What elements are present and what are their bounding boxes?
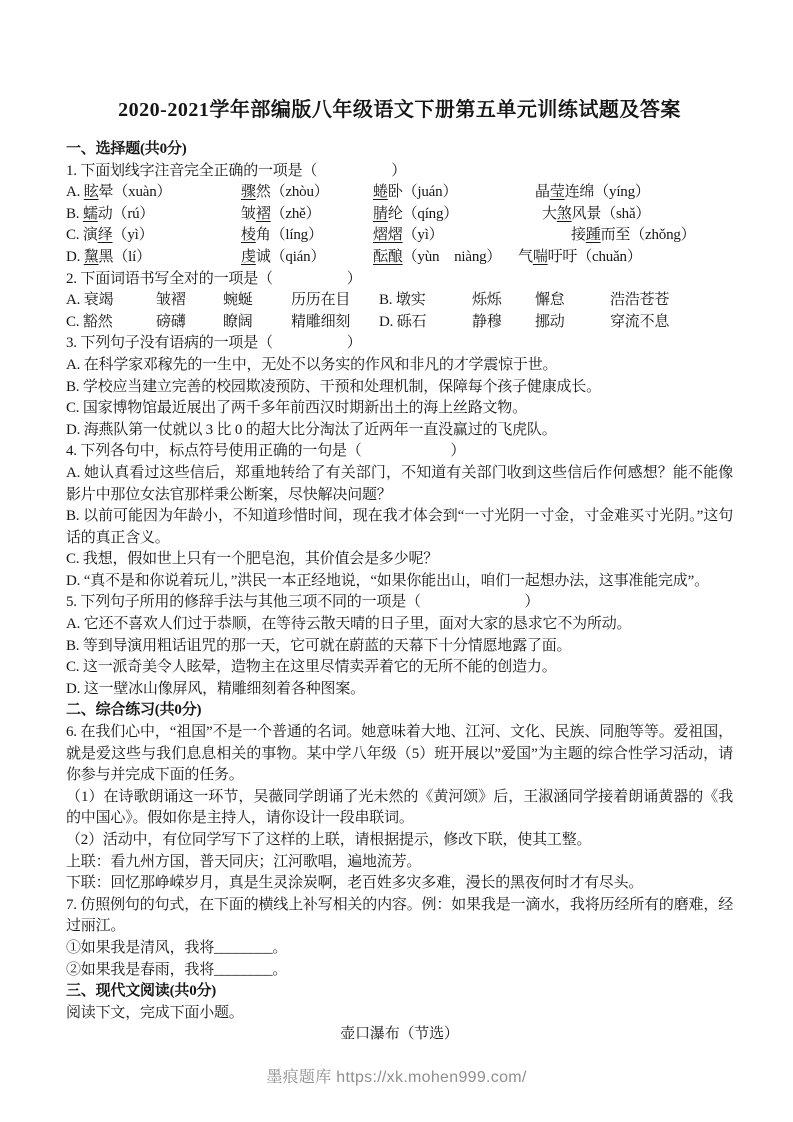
q5-stem: 5. 下列句子所用的修辞手法与其他三项不同的一项是（ ） <box>66 594 540 611</box>
text-segment: C. 演 <box>66 227 98 244</box>
passage-title: 壶口瀑布（节选） <box>340 1026 459 1043</box>
text-segment: （yì） <box>402 227 444 244</box>
text-segment: 吁吁（chuǎn） <box>547 248 642 265</box>
text-segment: 然（zhòu） <box>255 184 329 201</box>
text-segment: 晶 <box>535 184 550 201</box>
text-segment: 晕（xuàn） <box>98 184 172 201</box>
text-segment: 卧（juán） <box>387 184 458 201</box>
q2-word: 磅礴 <box>156 313 186 330</box>
page-title: 2020-2021学年部编版八年级语文下册第五单元训练试题及答案 <box>118 99 681 121</box>
q5-option-d: D. 这一壁冰山像屏风，精雕细刻着各种图案。 <box>66 680 365 697</box>
q2-word: 静穆 <box>472 313 502 330</box>
q3-option-c: C. 国家博物馆最近展出了两千多年前西汉时期新出土的海上丝路文物。 <box>66 400 527 417</box>
q1-b-word-2 <box>241 204 373 226</box>
underlined-char: 蜷 <box>373 184 388 201</box>
underlined-char: 腈 <box>373 205 388 222</box>
q1-a-word-4 <box>535 182 650 204</box>
q1-d-word-2 <box>241 247 373 269</box>
underlined-char: 莹 <box>549 184 565 201</box>
q6-task-1: （1）在诗歌朗诵这一环节，吴薇同学朗诵了光未然的《黄河颂》后，王淑涵同学接着朗诵黄器的《我的中国心》。假如你是主持人，请你设计一段串联词。 <box>66 788 733 827</box>
underlined-char: 眩 <box>83 184 99 201</box>
q2-word: A. 衰竭 <box>66 292 114 309</box>
q1-b-word-4 <box>542 204 650 226</box>
q2-option-row-bd <box>66 312 733 334</box>
underlined-char: 褶 <box>255 205 271 222</box>
q1-d-word-3 <box>373 247 518 269</box>
q2-word: 精雕细刻 <box>291 313 351 330</box>
q3-option-a: A. 在科学家邓稼先的一生中，无处不以务实的作风和非凡的才学震惊于世。 <box>66 356 558 373</box>
q1-b-word-1 <box>66 204 241 226</box>
text-segment: （yì） <box>112 227 154 244</box>
q6-second-couplet-line: 下联：回忆那峥嵘岁月，真是生灵涂炭啊，老百姓多灾多难，漫长的黑夜何时才有尽头。 <box>66 875 644 892</box>
q2-word: B. 墩实 <box>379 292 426 309</box>
q2-word: 懈怠 <box>535 292 565 309</box>
text-segment: 黑（lí） <box>98 248 151 265</box>
q4-stem: 4. 下列各句中，标点符号使用正确的一句是（ ） <box>66 443 466 460</box>
q1-c-word-4 <box>571 225 695 247</box>
q2-word: 皱褶 <box>156 292 186 309</box>
q1-d-word-4 <box>518 247 642 269</box>
section-heading-comprehensive: 二、综合练习(共0分) <box>66 702 202 719</box>
text-segment: 连绵（yíng） <box>564 184 650 201</box>
q4-option-a: A. 她认真看过这些信后，郑重地转给了有关部门，不知道有关部门收到这些信后作何感想？能不能像影片中那位女法官那样秉公断案，尽快解决问题？ <box>66 464 733 503</box>
underlined-char: 熠熠 <box>373 227 403 244</box>
underlined-char: 踵 <box>585 227 601 244</box>
q5-option-c: C. 这一派奇美令人眩晕，造物主在这里尽情卖弄着它的无所不能的创造力。 <box>66 659 557 676</box>
q2-word: 蜿蜒 <box>223 292 253 309</box>
q1-c-word-3 <box>373 225 571 247</box>
q6-first-couplet-line: 上联：看九州方国，普天同庆；江河歌唱，遍地流芳。 <box>66 853 422 870</box>
text-segment: （yùn niàng） <box>402 248 502 265</box>
q6-task-2: （2）活动中，有位同学写下了这样的上联，请根据提示，修改下联，使其工整。 <box>66 832 592 848</box>
q4-option-b: B. 以前可能因为年龄小，不知道珍惜时间，现在我才体会到“一寸光阴一寸金，寸金难买寸光阴。”这句话的真正含义。 <box>66 508 733 546</box>
text-segment: 接 <box>571 227 586 244</box>
q1-a-word-2 <box>241 182 373 204</box>
q5-option-b: B. 等到导演用粗话诅咒的那一天，它可就在蔚蓝的天幕下十分情愿地露了面。 <box>66 637 572 654</box>
text-segment: 气 <box>518 248 533 265</box>
q1-stem: 1. 下面划线字注音完全正确的一项是（ ） <box>66 162 407 179</box>
text-segment: 风景（shǎ） <box>571 205 651 222</box>
q2-word: 穿流不息 <box>610 313 670 330</box>
q1-c-word-2 <box>241 225 373 247</box>
q4-option-d: D. “真不是和你说着玩儿，”洪民一本正经地说，“如果你能出山，咱们一起想办法，这事准能完成”。 <box>66 572 709 589</box>
q1-option-row-a <box>66 182 733 204</box>
underlined-char: 棱 <box>241 227 256 244</box>
q6-paragraph: 6. 在我们心中，“祖国”不是一个普通的名词。她意味着大地、江河、文化、民族、同胞等等。爱祖国，就是爱这些与我们息息相关的事物。某中学八年级（5）班开展以”爱国”为主题的综合性学习活动，请你参与并完成下面的任务。 <box>66 724 733 784</box>
q3-option-d: D. 海燕队第一仗就以 3 比 0 的超大比分淘汰了近两年一直没赢过的飞虎队。 <box>66 421 557 438</box>
q1-option-row-d <box>66 247 733 269</box>
q1-a-word-3 <box>373 182 535 204</box>
q3-option-b: B. 学校应当建立完善的校园欺凌预防、干预和处理机制，保障每个孩子健康成长。 <box>66 378 601 395</box>
underlined-char: 黧 <box>83 248 99 265</box>
text-segment: 大 <box>542 205 557 222</box>
text-segment: 而至（zhǒng） <box>600 227 696 244</box>
q2-word: D. 砾石 <box>379 313 427 330</box>
text-segment: 皱 <box>241 205 256 222</box>
underlined-char: 蠕 <box>82 205 98 222</box>
text-segment: 角（líng） <box>255 227 323 244</box>
q7-blank-2: ②如果我是春雨，我将________。 <box>66 961 288 978</box>
q3-stem: 3. 下列句子没有语病的一项是（ ） <box>66 335 362 352</box>
q2-option-row-ac <box>66 290 733 312</box>
text-segment: 诚（qián） <box>255 248 326 265</box>
q1-d-word-1 <box>66 247 241 269</box>
q7-blank-1: ①如果我是清风，我将________。 <box>66 939 288 956</box>
q1-option-row-b <box>66 204 733 226</box>
q2-word: 瞭阔 <box>223 313 253 330</box>
text-segment: A. <box>66 184 84 201</box>
underlined-char: 酝酿 <box>373 248 403 265</box>
q2-word: C. 豁然 <box>66 313 113 330</box>
q1-a-word-1 <box>66 182 241 204</box>
section-heading-reading: 三、现代文阅读(共0分) <box>66 983 217 1000</box>
reading-instruction: 阅读下文，完成下面小题。 <box>66 1004 244 1021</box>
q7-paragraph: 7. 仿照例句的句式，在下面的横线上补写相关的内容。例：如果我是一滴水，我将历经所有的磨难，经过丽江。 <box>66 896 733 935</box>
text-segment: B. <box>66 205 83 222</box>
q1-b-word-3 <box>373 204 542 226</box>
text-segment: 动（rú） <box>97 205 155 222</box>
q2-word: 烁烁 <box>472 292 502 309</box>
q1-option-row-c <box>66 225 733 247</box>
underlined-char: 煞 <box>556 205 572 222</box>
text-segment: D. <box>66 248 84 265</box>
site-watermark: 墨痕题库 https://xk.mohen999.com/ <box>266 1069 527 1086</box>
underlined-char: 骤 <box>241 184 256 201</box>
q2-stem: 2. 下面词语书写全对的一项是（ ） <box>66 270 362 287</box>
q2-word: 历历在目 <box>291 292 351 309</box>
q4-option-c: C. 我想，假如世上只有一个肥皂泡，其价值会是多少呢？ <box>66 551 439 568</box>
text-segment: （zhě） <box>270 205 321 222</box>
underlined-char: 绎 <box>97 227 113 244</box>
section-heading-choice: 一、选择题(共0分) <box>66 141 187 157</box>
underlined-char: 喘 <box>532 248 548 265</box>
q2-word: 挪动 <box>535 313 565 330</box>
q2-word: 浩浩苍苍 <box>610 292 670 309</box>
q1-c-word-1 <box>66 225 241 247</box>
underlined-char: 虔 <box>241 248 256 265</box>
text-segment: 纶（qíng） <box>387 205 459 222</box>
q5-option-a: A. 它还不喜欢人们过于恭顺，在等待云散天晴的日子里，面对大家的恳求它不为所动。 <box>66 616 632 633</box>
